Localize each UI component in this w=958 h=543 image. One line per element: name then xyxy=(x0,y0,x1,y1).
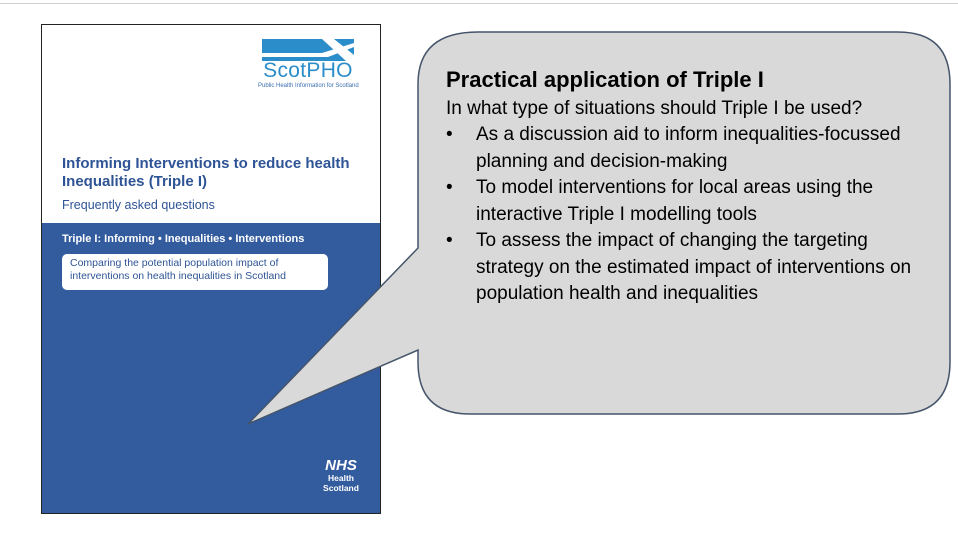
bullet-icon: • xyxy=(446,230,453,251)
bullet-icon: • xyxy=(446,177,453,198)
callout-heading: Practical application of Triple I xyxy=(446,67,764,92)
cover-tagline: Triple I: Informing • Inequalities • Interventions xyxy=(62,233,305,245)
bullet-icon: • xyxy=(446,124,453,145)
callout-intro: In what type of situations should Triple I be used? xyxy=(446,98,863,119)
callout-content xyxy=(446,64,926,308)
list-item-text: As a discussion aid to inform inequalities-focussed planning and decision-making xyxy=(476,124,901,172)
list-item-text: To assess the impact of changing the targeting strategy on the estimated impact of interventions on population health and inequalities xyxy=(476,230,912,304)
list-item-text: To model interventions for local areas using the interactive Triple I modelling tools xyxy=(476,177,874,225)
cover-subtitle: Frequently asked questions xyxy=(62,198,215,212)
list-item xyxy=(446,122,928,175)
list-item xyxy=(446,228,928,308)
nhs-line-health: Health xyxy=(328,473,354,483)
cover-title: Informing Interventions to reduce health Inequalities (Triple I) xyxy=(62,155,350,190)
nhs-mark: NHS xyxy=(325,457,357,474)
nhs-line-scotland: Scotland xyxy=(323,483,359,493)
cover-description: Comparing the potential population impact of interventions on health inequalities in Scotland xyxy=(70,257,286,282)
list-item xyxy=(446,175,928,228)
logo-wordmark: ScotPHO xyxy=(263,59,353,82)
callout-bullet-list xyxy=(446,122,926,308)
logo-subtitle: Public Health Information for Scotland xyxy=(258,83,359,89)
